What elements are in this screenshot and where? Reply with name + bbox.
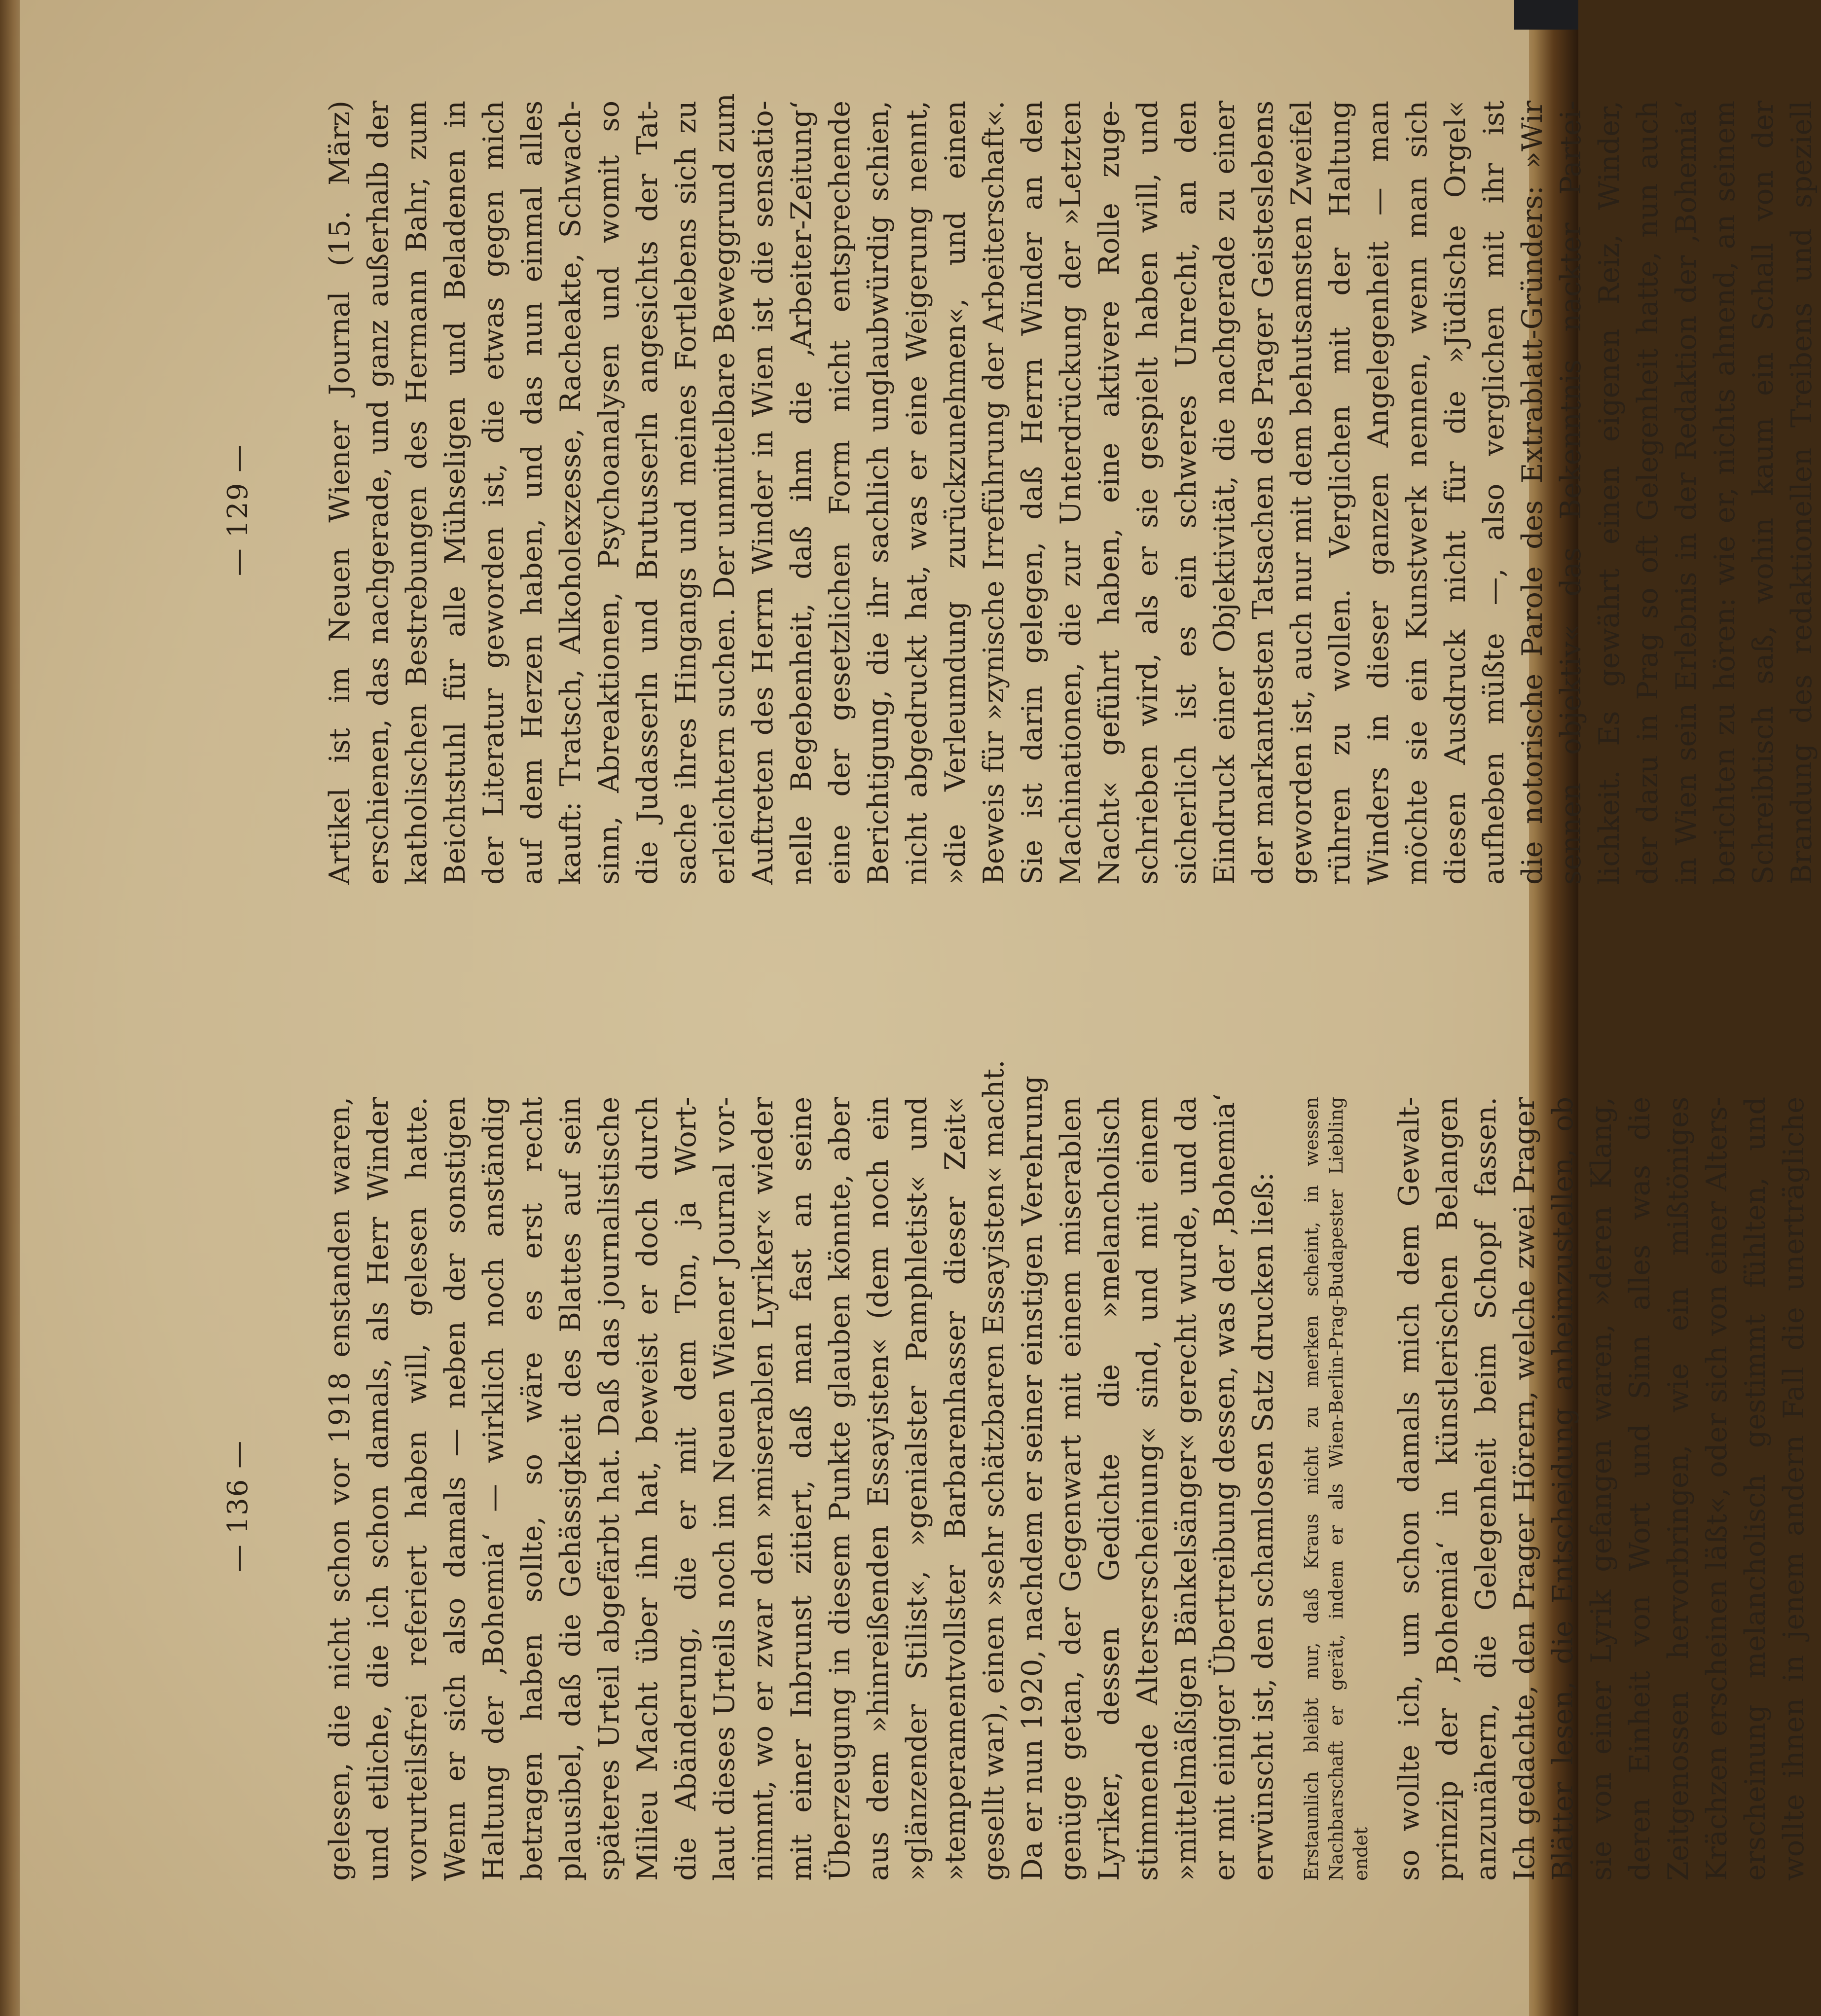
- text-line: Haltung der ‚Bohemia‘ — wirklich noch anständig: [477, 1097, 510, 1881]
- text-line: genüge getan, der Gegenwart mit einem miserablen: [1055, 1097, 1087, 1881]
- text-line: nimmt, wo er zwar den »miserablen Lyriker« wieder: [747, 1097, 779, 1881]
- text-line: aufheben müßte —, also verglichen mit ihr ist: [1478, 101, 1510, 885]
- text-line: Auftreten des Herrn Winder in Wien ist die sensatio-: [747, 101, 779, 885]
- text-line: deren Einheit von Wort und Sinn alles was die: [1624, 1097, 1656, 1881]
- text-line: stimmende Alterserscheinung« sind, und mit einem: [1131, 1097, 1164, 1881]
- text-line: Blätter lesen, die Entscheidung anheimzustellen, ob: [1547, 1097, 1579, 1881]
- text-line: die Judasserln und Brutusserln angesichts der Tat-: [631, 101, 664, 885]
- text-line: Nacht« geführt haben, eine aktivere Rolle zuge-: [1093, 101, 1126, 885]
- text-line: wollte ihnen in jenem andern Fall die unerträgliche: [1778, 1097, 1810, 1881]
- text-line: diesen Ausdruck nicht für die »Jüdische Orgel«: [1439, 101, 1472, 885]
- text-line: plausibel, daß die Gehässigkeit des Blattes auf sein: [554, 1097, 587, 1881]
- text-line: Lyriker, dessen Gedichte die »melancholisch: [1093, 1097, 1126, 1881]
- text-line: sennen objektiv« das Bekenntnis nackter Partei-: [1555, 101, 1587, 885]
- text-line: erwünscht ist, den schamlosen Satz drucken ließ:: [1247, 1172, 1279, 1881]
- text-line: Wenn er sich also damals — neben der sonstigen: [439, 1097, 472, 1881]
- left-page-body: [321, 1059, 1813, 1881]
- text-line: gelesen, die nicht schon vor 1918 enstanden waren,: [324, 1097, 356, 1881]
- text-line: die Abänderung, die er mit dem Ton, ja Wort-: [670, 1097, 702, 1881]
- text-line: Zeitgenossen hervorbringen, wie ein mißtöniges: [1662, 1097, 1695, 1881]
- text-line: Ich gedachte, den Prager Hörern, welche zwei Prager: [1508, 1097, 1541, 1881]
- note-line: Erstaunlich bleibt nur, daß Kraus nicht zu merken scheint, in wessen: [1301, 1097, 1322, 1881]
- text-line: sie von einer Lyrik gefangen waren, »deren Klang,: [1585, 1097, 1618, 1881]
- text-line: Artikel ist im Neuen Wiener Journal (15. März): [324, 101, 356, 885]
- text-line: späteres Urteil abgefärbt hat. Daß das journalistische: [593, 1097, 625, 1881]
- paragraph: [321, 1059, 1282, 1881]
- text-line: erscheinung melancholisch gestimmt fühlten, und: [1739, 1097, 1772, 1881]
- text-line: mit einer Inbrunst zitiert, daß man fast an seine: [785, 1097, 818, 1881]
- text-line: schrieben wird, als er sie gespielt haben will, und: [1131, 101, 1164, 885]
- paragraph: [321, 93, 1821, 885]
- text-line: möchte sie ein Kunstwerk nennen, wenn man sich: [1401, 101, 1433, 885]
- text-line: Krächzen erscheinen läßt«, oder sich von einer Alters-: [1701, 1097, 1733, 1881]
- text-line: »die Verleumdung zurückzunehmen«, und einen: [939, 101, 972, 885]
- text-line: der Literatur geworden ist, die etwas gegen mich: [477, 101, 510, 885]
- text-line: berichten zu hören: wie er, nichts ahnend, an seinem: [1709, 101, 1741, 885]
- text-line: betragen haben sollte, so wäre es erst recht: [516, 1097, 548, 1881]
- text-line: Winders in dieser ganzen Angelegenheit — man: [1362, 101, 1395, 885]
- text-line: Überzeugung in diesem Punkte glauben könnte, aber: [824, 1097, 856, 1881]
- page-number: — 136 —: [222, 1440, 254, 1573]
- text-line: sicherlich ist es ein schweres Unrecht, an den: [1170, 101, 1202, 885]
- text-line: in Wien sein Erlebnis in der Redaktion der ‚Bohemia‘: [1670, 101, 1703, 885]
- text-line: sache ihres Hingangs und meines Fortlebens sich zu: [670, 101, 702, 885]
- text-line: erleichtern suchen. Der unmittelbare Beweggrund zum: [708, 93, 741, 885]
- right-page: [138, 46, 1818, 973]
- text-line: der dazu in Prag so oft Gelegenheit hatte, nun auch: [1632, 101, 1664, 885]
- text-line: Beweis für »zynische Irreführung der Arbeiterschaft«.: [978, 101, 1010, 885]
- note-line: endet: [1350, 1827, 1372, 1881]
- text-line: prinzip der ‚Bohemia‘ in künstlerischen Belangen: [1431, 1097, 1464, 1881]
- text-line: kauft: Tratsch, Alkoholexzesse, Racheakte, Schwach-: [554, 101, 587, 885]
- text-line: der markantesten Tatsachen des Prager Geisteslebens: [1247, 101, 1279, 885]
- text-line: rühren zu wollen. Verglichen mit der Haltung: [1324, 101, 1356, 885]
- text-line: »mittelmäßigen Bänkelsänger« gerecht wurde, und da: [1170, 1097, 1202, 1881]
- page-number: — 129 —: [222, 443, 254, 576]
- text-line: so wollte ich, um schon damals mich dem Gewalt-: [1393, 1097, 1425, 1881]
- text-line: gesellt war), einen »sehr schätzbaren Essayisten« macht.: [978, 1059, 1010, 1881]
- text-line: Milieu Macht über ihn hat, beweist er doch durch: [631, 1097, 664, 1881]
- text-line: auf dem Herzen haben, und das nun einmal alles: [516, 101, 548, 885]
- text-line: eine der gesetzlichen Form nicht entsprechende: [824, 101, 856, 885]
- text-line: erschienen, das nachgerade, und ganz außerhalb der: [362, 101, 395, 885]
- text-line: Da er nun 1920, nachdem er seiner einstigen Verehrung: [1016, 1076, 1049, 1881]
- paragraph: [1390, 1097, 1813, 1881]
- text-line: laut dieses Urteils noch im Neuen Wiener Journal vor-: [708, 1097, 741, 1881]
- text-line: Schreibtisch saß, wohin kaum ein Schall von der: [1747, 101, 1780, 885]
- text-line: und etliche, die ich schon damals, als Herr Winder: [362, 1097, 395, 1881]
- text-line: »temperamentvollster Barbarenhasser dieser Zeit«: [939, 1097, 972, 1881]
- text-line: nelle Begebenheit, daß ihm die ‚Arbeiter-Zeitung‘: [785, 101, 818, 885]
- text-line: Beichtstuhl für alle Mühseligen und Beladenen in: [439, 101, 472, 885]
- text-line: »glänzender Stilist«, »genialster Pamphletist« und: [901, 1097, 933, 1881]
- text-line: Berichtigung, die ihr sachlich unglaubwürdig schien,: [862, 101, 895, 885]
- text-line: die notorische Parole des Extrablatt-Gründers: »Wir: [1516, 101, 1549, 885]
- text-line: nicht abgedruckt hat, was er eine Weigerung nennt,: [901, 101, 933, 885]
- text-line: sinn, Abreaktionen, Psychoanalysen und womit so: [593, 101, 625, 885]
- right-page-body: [321, 93, 1821, 885]
- text-line: Brandung des redaktionellen Treibens und speziell: [1785, 101, 1818, 885]
- text-line: lichkeit. Es gewährt einen eigenen Reiz, Winder,: [1593, 101, 1626, 885]
- text-line: vorurteilsfrei referiert haben will, gelesen hatte.: [401, 1097, 433, 1881]
- text-line: katholischen Bestrebungen des Hermann Bahr, zum: [401, 101, 433, 885]
- text-line: Machinationen, die zur Unterdrückung der »Letzten: [1055, 101, 1087, 885]
- note-line: Nachbarschaft er gerät, indem er als Wien-Berlin-Prag-Budapester Liebling: [1325, 1097, 1347, 1881]
- text-line: Eindruck einer Objektivität, die nachgerade zu einer: [1208, 101, 1241, 885]
- text-line: Sie ist darin gelegen, daß Herrn Winder an den: [1016, 101, 1049, 885]
- inline-note: [1299, 1097, 1373, 1881]
- text-line: anzunähern, die Gelegenheit beim Schopf fassen.: [1470, 1097, 1502, 1881]
- text-line: er mit einiger Übertreibung dessen, was der ‚Bohemia‘: [1208, 1093, 1241, 1881]
- text-line: geworden ist, auch nur mit dem behutsamsten Zweifel: [1285, 101, 1318, 885]
- left-page: [138, 1043, 1810, 1970]
- book-cover-edge: [1514, 0, 1578, 30]
- rotated-text-spread: [138, 46, 1818, 1970]
- text-line: aus dem »hinreißenden Essayisten« (dem noch ein: [862, 1097, 895, 1881]
